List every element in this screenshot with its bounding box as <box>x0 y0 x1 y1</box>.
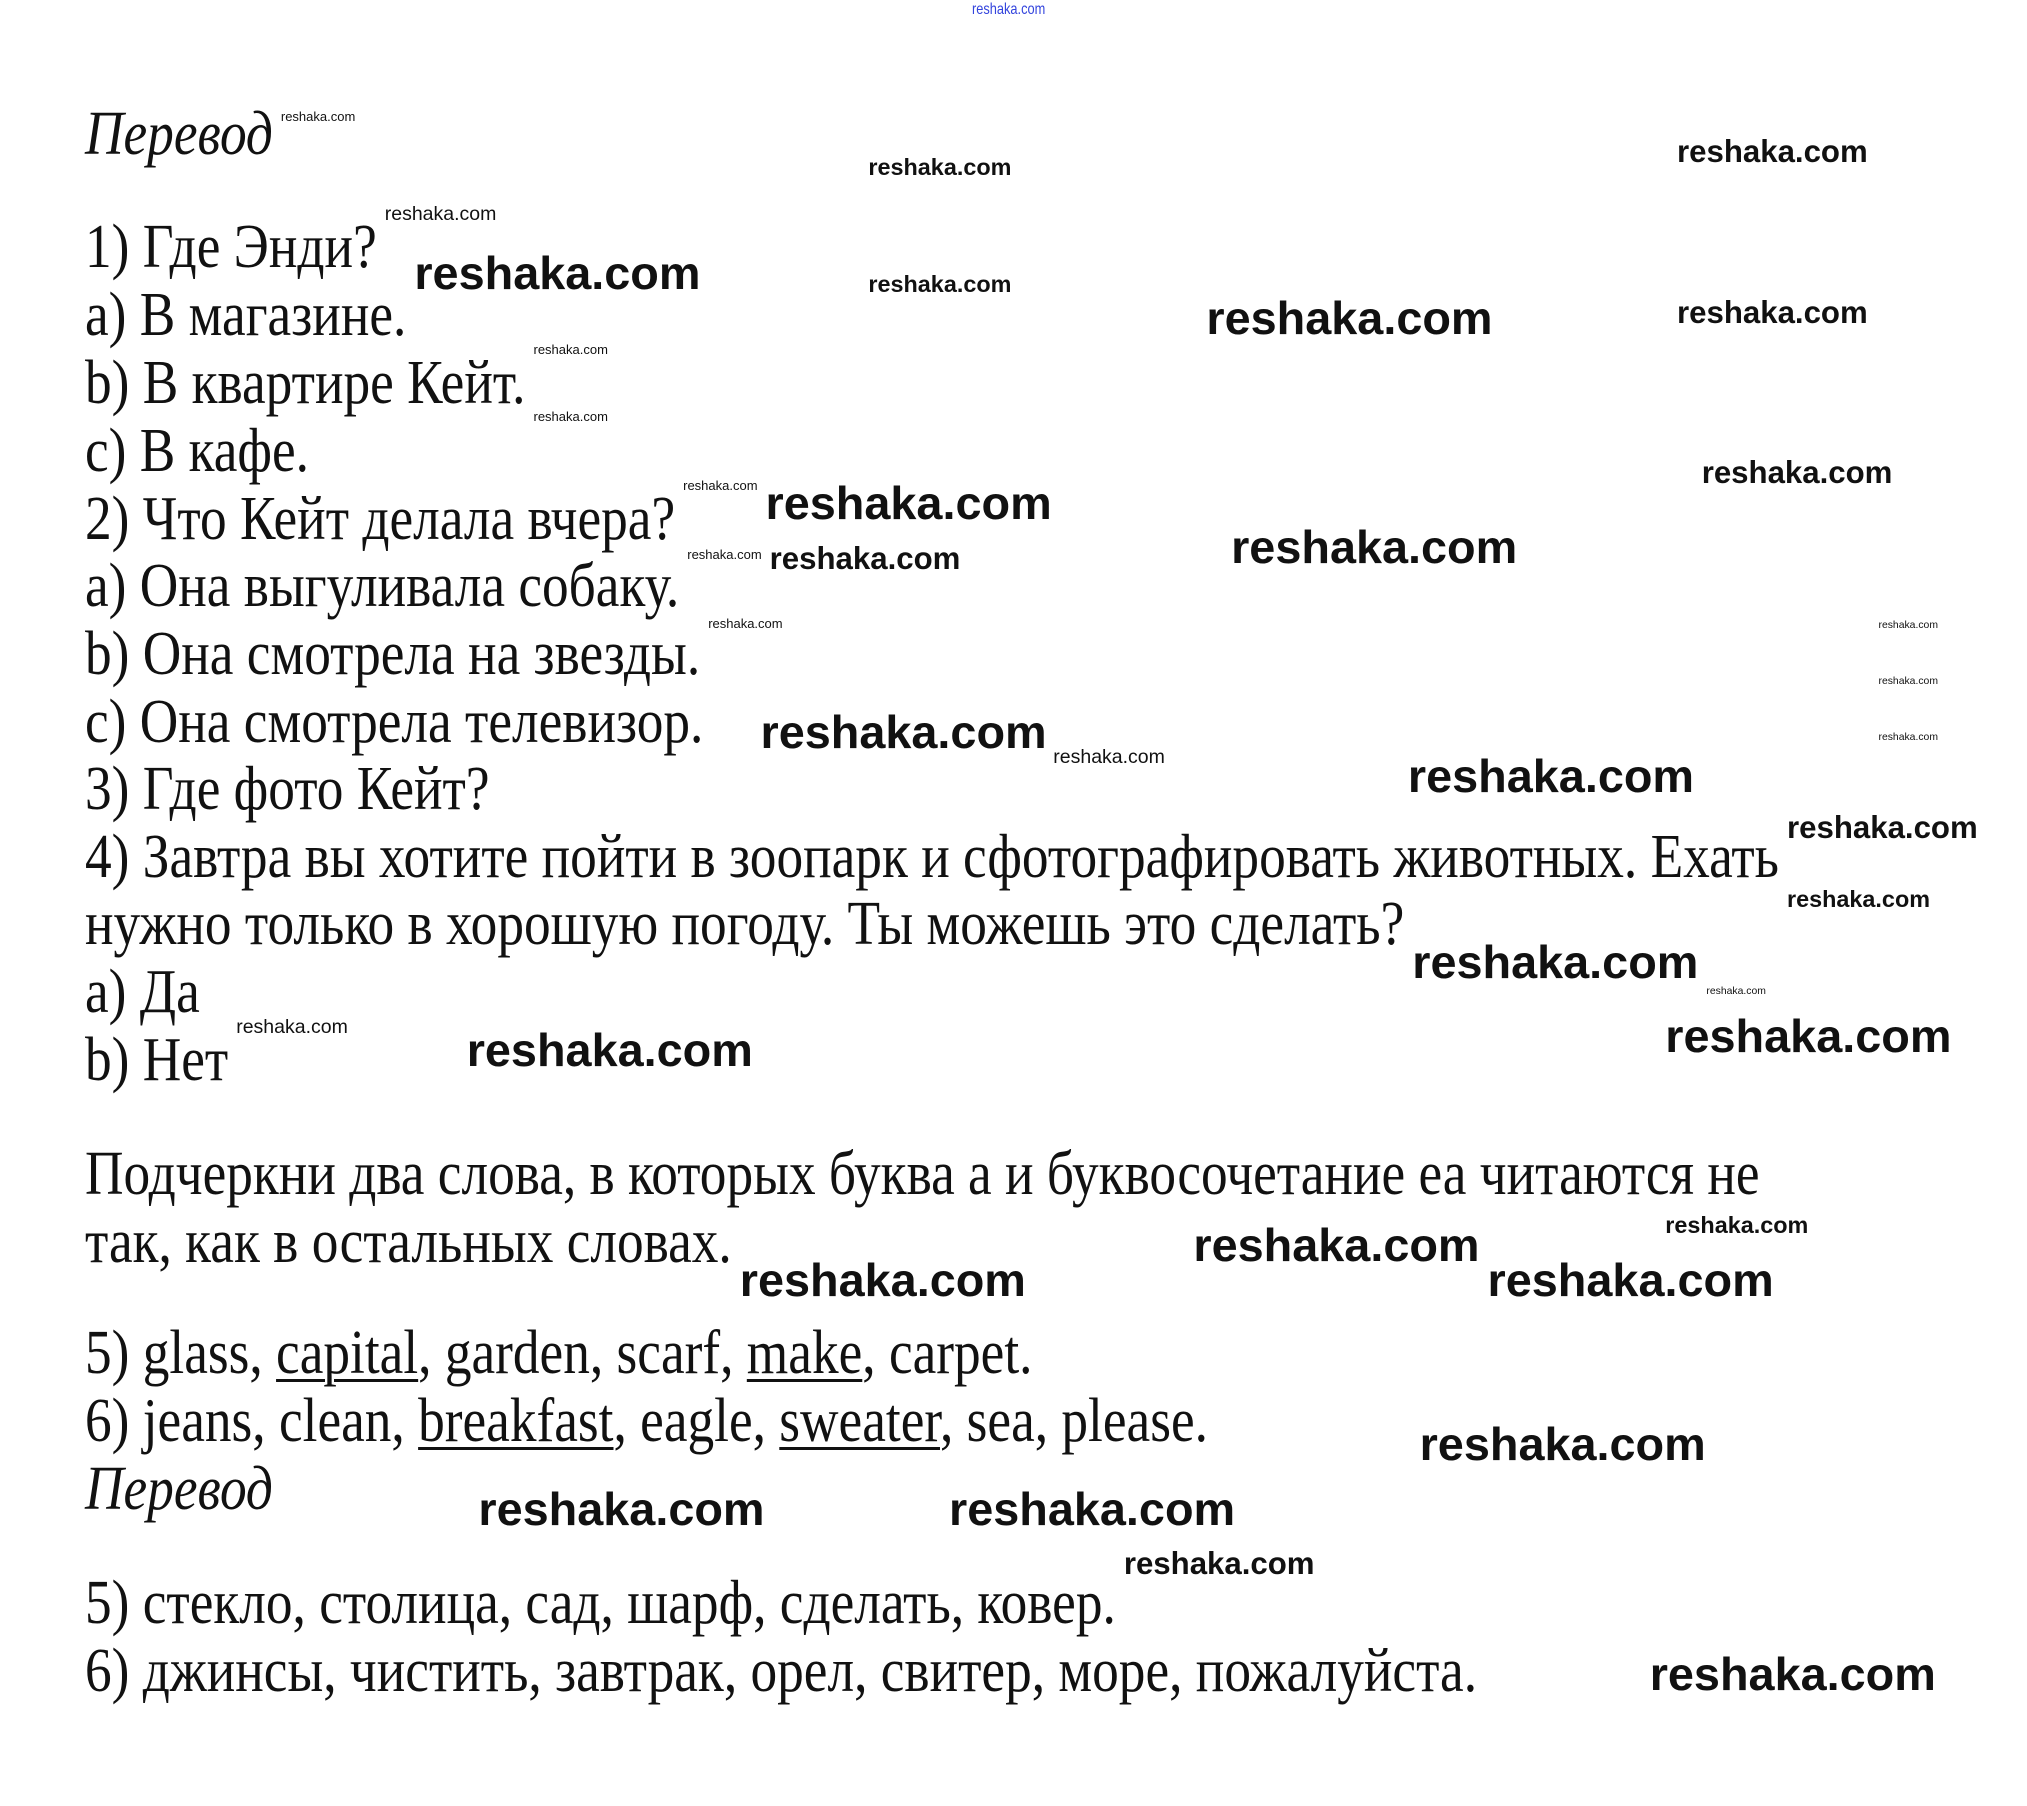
watermark: reshaka.com <box>1787 886 1931 913</box>
question-line: 1) Где Энди? <box>85 213 377 281</box>
watermark: reshaka.com <box>384 203 497 226</box>
answer-option: a) В магазине. <box>85 281 407 349</box>
answer-option: c) Она смотрела телевизор. <box>85 688 704 756</box>
watermark: reshaka.com <box>949 1483 1236 1536</box>
question-line: 2) Что Кейт делала вчера? <box>85 485 676 553</box>
watermark: reshaka.com <box>280 108 356 124</box>
question-line: 3) Где фото Кейт? <box>85 755 490 823</box>
watermark: reshaka.com <box>868 271 1012 298</box>
watermark: reshaka.com <box>1487 1254 1774 1307</box>
answer-option: a) Да <box>85 958 200 1026</box>
answer-option: c) В кафе. <box>85 417 309 485</box>
watermark: reshaka.com <box>1878 619 1938 631</box>
watermark: reshaka.com <box>478 1483 765 1536</box>
watermark: reshaka.com <box>414 246 701 299</box>
watermark: reshaka.com <box>466 1024 753 1077</box>
watermark: reshaka.com <box>760 705 1047 758</box>
watermark: reshaka.com <box>1878 675 1938 687</box>
watermark: reshaka.com <box>1412 935 1699 988</box>
watermark: reshaka.com <box>1123 1546 1315 1582</box>
watermark: reshaka.com <box>533 341 608 357</box>
header-watermark: reshaka.com <box>972 1 1046 18</box>
watermark: reshaka.com <box>1231 521 1518 574</box>
text: , garden, scarf, <box>418 1319 747 1387</box>
watermark: reshaka.com <box>1053 746 1165 769</box>
watermark: reshaka.com <box>1649 1648 1936 1701</box>
text: , sea, please. <box>939 1387 1208 1455</box>
underlined-word: capital <box>276 1319 419 1387</box>
watermark: reshaka.com <box>769 541 961 577</box>
underlined-word: breakfast <box>418 1387 614 1455</box>
watermark: reshaka.com <box>236 1015 348 1038</box>
answer-option: b) Нет <box>85 1026 229 1094</box>
question-line: 4) Завтра вы хотите пойти в зоопарк и сфотографировать животных. Ехать <box>85 823 1780 891</box>
text: , eagle, <box>613 1387 780 1455</box>
watermark: reshaka.com <box>687 546 762 562</box>
underlined-word: sweater <box>779 1387 940 1455</box>
watermark: reshaka.com <box>1677 295 1868 331</box>
translation-line: 5) стекло, столица, сад, шарф, сделать, ковер. <box>85 1569 1116 1637</box>
watermark: reshaka.com <box>1193 1219 1480 1272</box>
underlined-word: make <box>746 1319 863 1387</box>
watermark: reshaka.com <box>1787 810 1978 846</box>
watermark: reshaka.com <box>739 1254 1026 1307</box>
text: 6) jeans, clean, <box>85 1387 419 1455</box>
task-instruction: Подчеркни два слова, в которых буква а и буквосочетание еа читаются не <box>85 1140 1760 1208</box>
watermark: reshaka.com <box>708 615 783 631</box>
answer-option: b) Она смотрела на звезды. <box>85 620 701 688</box>
watermark: reshaka.com <box>868 154 1012 181</box>
watermark: reshaka.com <box>1706 986 1766 998</box>
watermark: reshaka.com <box>1665 1212 1809 1239</box>
watermark: reshaka.com <box>1701 455 1893 491</box>
watermark: reshaka.com <box>1419 1418 1706 1471</box>
answer-option: a) Она выгуливала собаку. <box>85 552 680 620</box>
watermark: reshaka.com <box>1677 134 1868 170</box>
translation-heading: Перевод <box>85 100 273 168</box>
watermark: reshaka.com <box>1878 731 1938 743</box>
watermark: reshaka.com <box>1665 1010 1952 1063</box>
watermark: reshaka.com <box>1407 749 1695 802</box>
task-instruction: так, как в остальных словах. <box>85 1208 732 1276</box>
text: , carpet. <box>862 1319 1033 1387</box>
watermark: reshaka.com <box>683 478 758 494</box>
answer-option: b) В квартире Кейт. <box>85 349 526 417</box>
answer-line-6 <box>85 1387 1208 1455</box>
translation-line: 6) джинсы, чистить, завтрак, орел, свитер, море, пожалуйста. <box>85 1637 1478 1705</box>
answer-line-5 <box>85 1319 1033 1387</box>
question-line: нужно только в хорошую погоду. Ты можешь это сделать? <box>85 890 1405 958</box>
text: 5) glass, <box>85 1319 277 1387</box>
watermark: reshaka.com <box>765 476 1052 529</box>
watermark: reshaka.com <box>1206 292 1493 345</box>
translation-heading: Перевод <box>85 1455 273 1523</box>
watermark: reshaka.com <box>533 409 608 425</box>
